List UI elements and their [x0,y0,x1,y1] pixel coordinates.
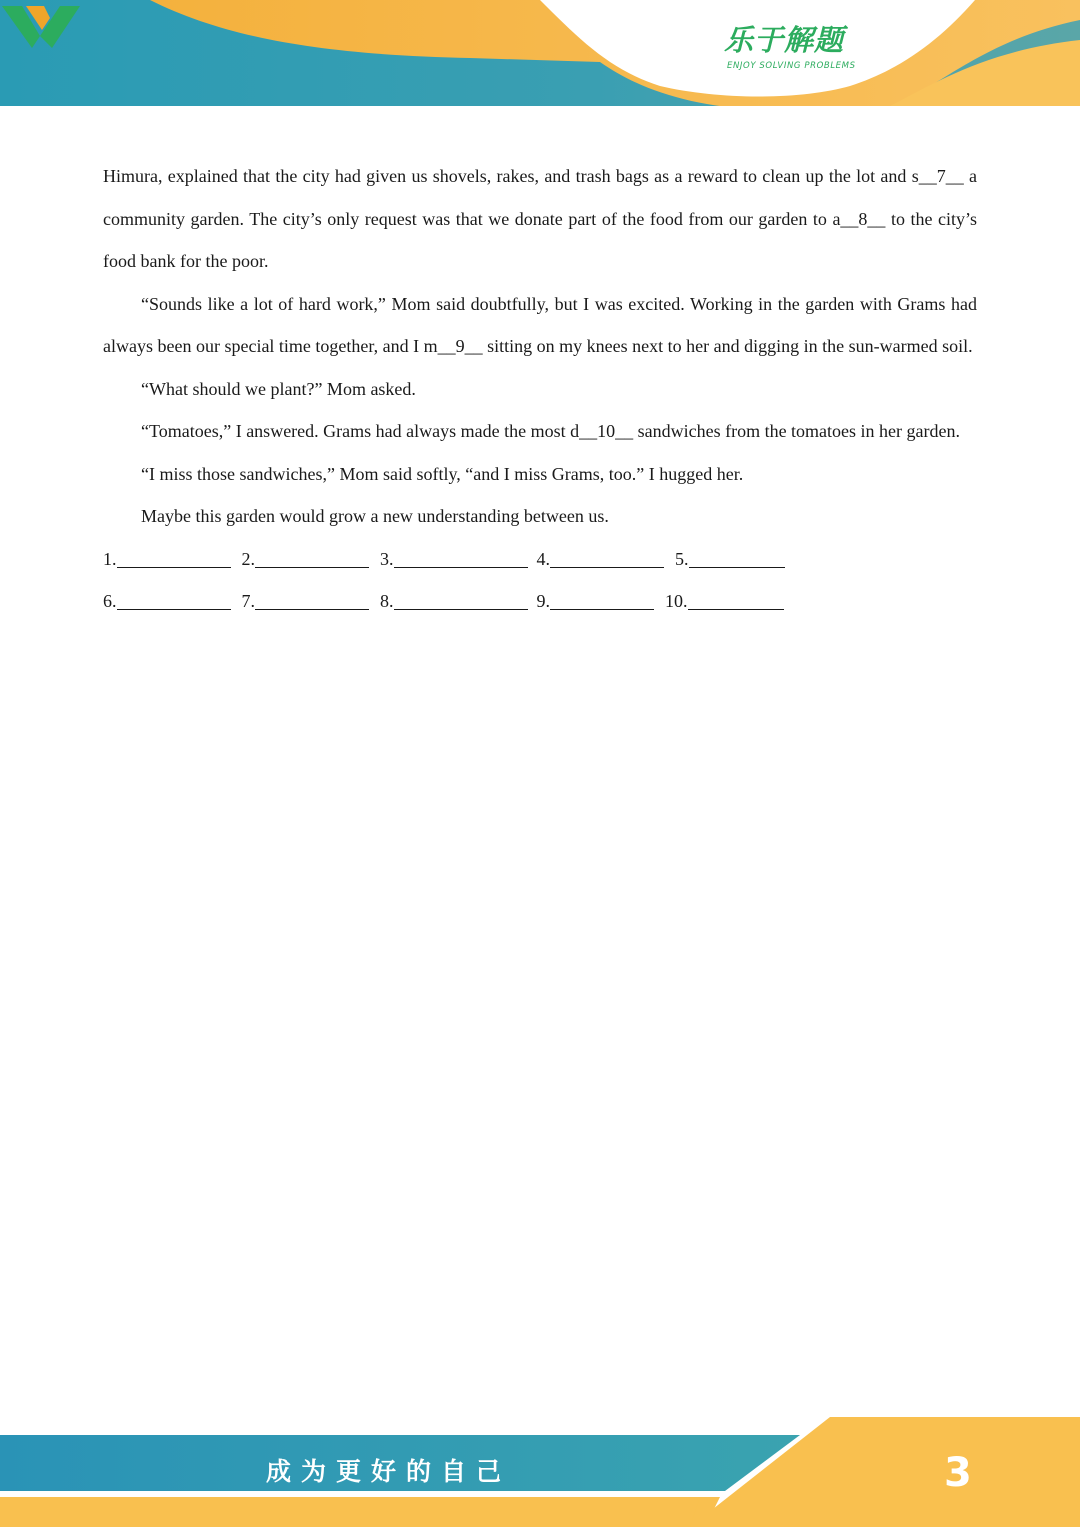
answer-number: 5. [675,548,689,569]
answer-number: 4. [536,548,550,569]
answer-line[interactable] [550,547,664,568]
brand-name: 乐于解题 [724,23,845,57]
answer-number: 2. [241,548,255,569]
answer-blank-3[interactable] [380,538,532,581]
passage-paragraph-1: Himura, explained that the city had given us shovels, rakes, and trash bags as a reward to clean up the lot and s__7__ a community garden. The city’s only request was that we donate part of the food from our garden to a__8__ to the city’s food bank for the poor. [103,166,977,271]
answer-line[interactable] [394,589,528,610]
answer-line[interactable] [688,589,784,610]
footer-slogan: 成为更好的自己 [266,1457,512,1486]
brand-logo-icon [0,0,84,50]
footer-background [0,1417,1080,1527]
header-banner [0,0,1080,115]
answer-blank-7[interactable] [242,580,376,623]
answer-blank-5[interactable] [675,538,787,581]
answer-blank-6[interactable] [103,580,237,623]
answer-blanks [103,538,977,623]
answer-line[interactable] [689,547,785,568]
answer-number: 6. [103,591,117,611]
answer-line[interactable] [394,547,528,568]
answer-number: 10. [665,591,688,611]
passage-content [103,155,977,623]
brand-tagline: ENJOY SOLVING PROBLEMS [727,61,856,71]
passage-paragraph-6: Maybe this garden would grow a new understanding between us. [141,506,609,526]
passage-paragraph-3: “What should we plant?” Mom asked. [141,378,416,399]
answer-number: 9. [536,591,550,611]
page-number: 3 [944,1450,972,1496]
passage-paragraph-5: “I miss those sandwiches,” Mom said softly, “and I miss Grams, too.” I hugged her. [141,463,744,484]
answer-blank-8[interactable] [380,580,532,623]
answer-number: 1. [103,548,117,569]
answer-line[interactable] [117,589,231,610]
answer-blank-4[interactable] [537,538,671,581]
answer-row-2 [103,580,977,623]
passage-paragraph-2: “Sounds like a lot of hard work,” Mom said doubtfully, but I was excited. Working in the garden with Grams had always been our special time together, and I m__9__ sitting on my knees next to her and digging in the sun-warmed soil. [103,293,977,356]
answer-number: 8. [380,591,394,611]
answer-number: 3. [380,548,394,569]
answer-row-1 [103,538,977,581]
answer-line[interactable] [255,589,369,610]
footer-banner [0,1417,1080,1527]
answer-blank-1[interactable] [103,538,237,581]
answer-line[interactable] [255,547,369,568]
answer-number: 7. [241,591,255,611]
answer-blank-10[interactable] [665,580,787,623]
answer-blank-9[interactable] [537,580,661,623]
answer-blank-2[interactable] [242,538,376,581]
header-background [0,0,1080,115]
passage-paragraph-4: “Tomatoes,” I answered. Grams had always made the most d__10__ sandwiches from the tomatoes in her garden. [141,421,960,441]
answer-line[interactable] [550,589,654,610]
answer-line[interactable] [117,547,231,568]
